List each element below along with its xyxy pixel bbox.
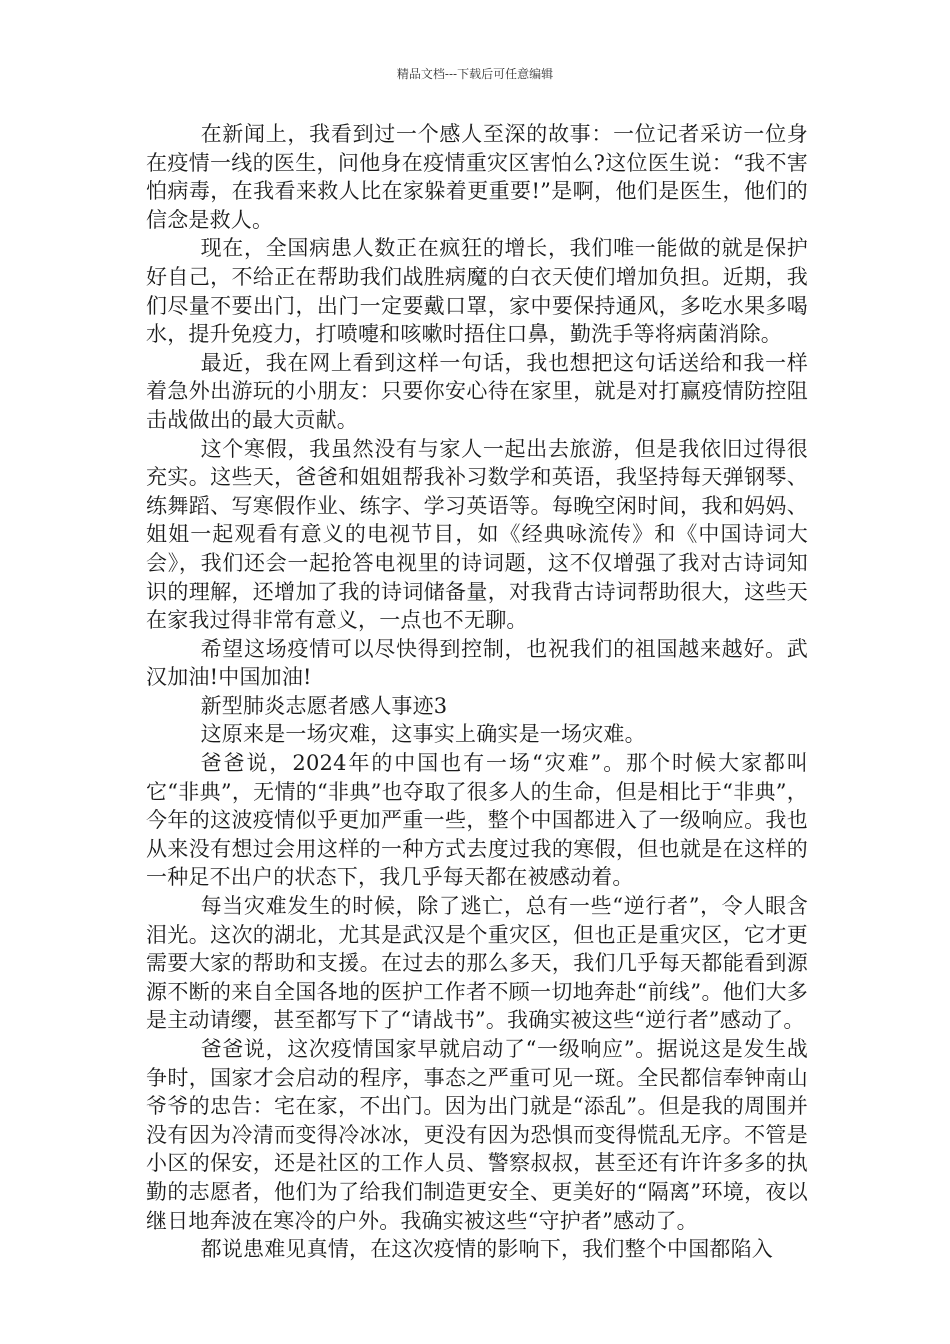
paragraph: 最近，我在网上看到这样一句话，我也想把这句话送给和我一样着急外出游玩的小朋友：只要你安心待在家里，就是对打赢疫情防控阻击战做出的最大贡献。 xyxy=(146,350,808,432)
section-title: 新型肺炎志愿者感人事迹3 xyxy=(200,693,448,718)
paragraph: 现在，全国病患人数正在疯狂的增长，我们唯一能做的就是保护好自己，不给正在帮助我们战胜病魔的白衣天使们增加负担。近期，我们尽量不要出门，出门一定要戴口罩，家中要保持通风，多吃水果多喝水，提升免疫力，打喷嚏和咳嗽时捂住口鼻，勤洗手等将病菌消除。 xyxy=(146,236,808,347)
page-header: 精品文档---下载后可任意编辑 xyxy=(396,67,554,81)
paragraph: 爸爸说，这次疫情国家早就启动了“一级响应”。据说这是发生战争时，国家才会启动的程序，事态之严重可见一斑。全民都信奉钟南山爷爷的忠告：宅在家，不出门。因为出门就是“添乱”。但是我的周围并没有因为冷清而变得冷冰冰，更没有因为恐惧而变得慌乱无序。不管是小区的保安，还是社区的工作人员、警察叔叔，甚至还有许许多多的执勤的志愿者，他们为了给我们制造更安全、更美好的“隔离”环境，夜以继日地奔波在寒冷的户外。我确实被这些“守护者”感动了。 xyxy=(146,1037,808,1233)
paragraph: 每当灾难发生的时候，除了逃亡，总有一些“逆行者”，令人眼含泪光。这次的湖北，尤其是武汉是个重灾区，但也正是重灾区，它才更需要大家的帮助和支援。在过去的那么多天，我们几乎每天都能看到源源不断的来自全国各地的医护工作者不顾一切地奔赴“前线”。他们大多是主动请缨，甚至都写下了“请战书”。我确实被这些“逆行者”感动了。 xyxy=(146,894,808,1033)
paragraph: 这原来是一场灾难，这事实上确实是一场灾难。 xyxy=(200,722,646,747)
paragraph: 爸爸说，2024年的中国也有一场“灾难”。那个时候大家都叫它“非典”，无情的“非典”也夺取了很多人的生命，但是相比于“非典”，今年的这波疫情似乎更加严重一些，整个中国都进入了一级响应。我也从来没有想过会用这样的一种方式去度过我的寒假，但也就是在这样的一种足不出户的状态下，我几乎每天都在被感动着。 xyxy=(146,751,808,890)
paragraph: 这个寒假，我虽然没有与家人一起出去旅游，但是我依旧过得很充实。这些天，爸爸和姐姐帮我补习数学和英语，我坚持每天弹钢琴、练舞蹈、写寒假作业、练字、学习英语等。每晚空闲时间，我和妈妈、姐姐一起观看有意义的电视节目，如《经典咏流传》和《中国诗词大会》，我们还会一起抢答电视里的诗词题，这不仅增强了我对古诗词知识的理解，还增加了我的诗词储备量，对我背古诗词帮助很大，这些天在家我过得非常有意义，一点也不无聊。 xyxy=(146,436,808,633)
paragraph: 都说患难见真情，在这次疫情的影响下，我们整个中国都陷入 xyxy=(200,1237,773,1262)
document-body xyxy=(146,120,808,1264)
paragraph: 希望这场疫情可以尽快得到控制，也祝我们的祖国越来越好。武汉加油!中国加油! xyxy=(146,636,808,690)
paragraph: 在新闻上，我看到过一个感人至深的故事：一位记者采访一位身在疫情一线的医生，问他身在疫情重灾区害怕么?这位医生说：“我不害怕病毒，在我看来救人比在家躲着更重要!”是啊，他们是医生，他们的信念是救人。 xyxy=(146,122,808,232)
